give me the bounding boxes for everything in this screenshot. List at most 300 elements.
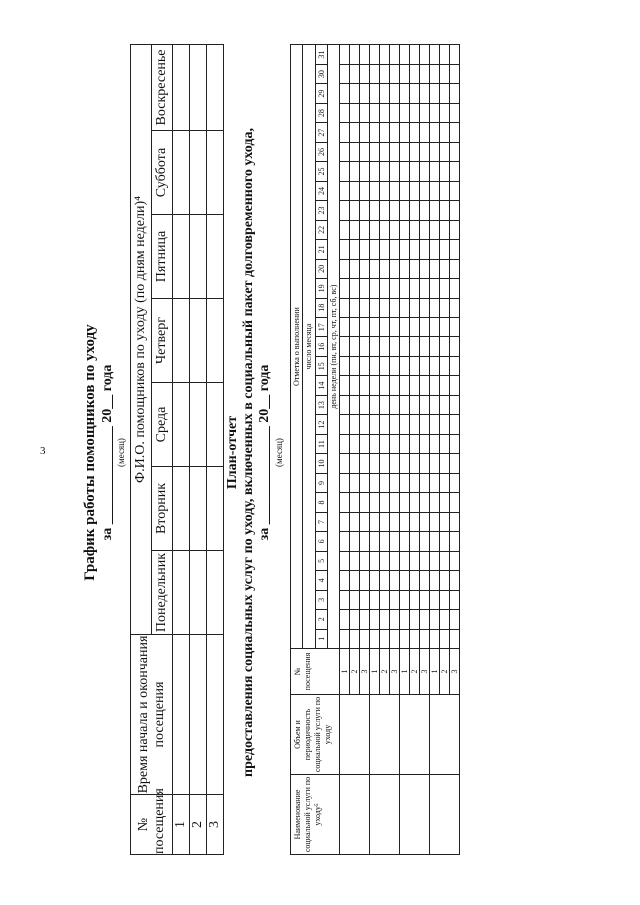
plan-mark-cell[interactable]	[420, 64, 430, 83]
plan-mark-cell[interactable]	[370, 279, 380, 298]
plan-mark-cell[interactable]	[440, 240, 450, 259]
plan-mark-cell[interactable]	[420, 590, 430, 609]
plan-mark-cell[interactable]	[350, 64, 360, 83]
plan-mark-cell[interactable]	[360, 201, 370, 220]
plan-mark-cell[interactable]	[380, 590, 390, 609]
plan-mark-cell[interactable]	[430, 201, 440, 220]
plan-mark-cell[interactable]	[420, 201, 430, 220]
plan-mark-cell[interactable]	[370, 395, 380, 414]
plan-mark-cell[interactable]	[420, 240, 430, 259]
plan-mark-cell[interactable]	[430, 123, 440, 142]
plan-mark-cell[interactable]	[450, 629, 460, 648]
plan-mark-cell[interactable]	[450, 532, 460, 551]
plan-mark-cell[interactable]	[400, 473, 410, 492]
plan-mark-cell[interactable]	[350, 298, 360, 317]
plan-mark-cell[interactable]	[370, 220, 380, 239]
plan-mark-cell[interactable]	[350, 318, 360, 337]
plan-mark-cell[interactable]	[340, 356, 350, 375]
plan-mark-cell[interactable]	[370, 512, 380, 531]
plan-mark-cell[interactable]	[380, 454, 390, 473]
plan-mark-cell[interactable]	[350, 551, 360, 570]
plan-mark-cell[interactable]	[430, 590, 440, 609]
plan-mark-cell[interactable]	[390, 103, 400, 122]
plan-mark-cell[interactable]	[380, 181, 390, 200]
plan-mark-cell[interactable]	[440, 493, 450, 512]
plan-mark-cell[interactable]	[400, 493, 410, 512]
plan-mark-cell[interactable]	[400, 103, 410, 122]
plan-mark-cell[interactable]	[370, 571, 380, 590]
plan-mark-cell[interactable]	[410, 240, 420, 259]
schedule-cell[interactable]	[173, 551, 190, 635]
plan-mark-cell[interactable]	[410, 259, 420, 278]
plan-mark-cell[interactable]	[440, 103, 450, 122]
plan-mark-cell[interactable]	[440, 454, 450, 473]
plan-mark-cell[interactable]	[410, 532, 420, 551]
plan-mark-cell[interactable]	[410, 142, 420, 161]
plan-mark-cell[interactable]	[440, 162, 450, 181]
plan-mark-cell[interactable]	[430, 142, 440, 161]
plan-mark-cell[interactable]	[360, 45, 370, 65]
plan-mark-cell[interactable]	[350, 337, 360, 356]
plan-mark-cell[interactable]	[340, 84, 350, 103]
plan-service-cell[interactable]	[370, 775, 400, 855]
plan-mark-cell[interactable]	[430, 493, 440, 512]
plan-mark-cell[interactable]	[350, 395, 360, 414]
plan-mark-cell[interactable]	[430, 395, 440, 414]
plan-mark-cell[interactable]	[450, 571, 460, 590]
plan-volume-cell[interactable]	[400, 695, 430, 775]
plan-mark-cell[interactable]	[340, 64, 350, 83]
plan-mark-cell[interactable]	[400, 629, 410, 648]
plan-mark-cell[interactable]	[430, 532, 440, 551]
plan-mark-cell[interactable]	[380, 610, 390, 629]
plan-mark-cell[interactable]	[450, 551, 460, 570]
plan-mark-cell[interactable]	[450, 318, 460, 337]
plan-mark-cell[interactable]	[440, 181, 450, 200]
plan-mark-cell[interactable]	[380, 201, 390, 220]
schedule-cell[interactable]	[190, 383, 207, 467]
plan-mark-cell[interactable]	[350, 356, 360, 375]
plan-mark-cell[interactable]	[340, 493, 350, 512]
plan-mark-cell[interactable]	[440, 551, 450, 570]
plan-mark-cell[interactable]	[420, 103, 430, 122]
schedule-cell[interactable]	[190, 44, 207, 130]
plan-mark-cell[interactable]	[390, 473, 400, 492]
plan-mark-cell[interactable]	[340, 103, 350, 122]
plan-mark-cell[interactable]	[350, 84, 360, 103]
plan-mark-cell[interactable]	[420, 298, 430, 317]
plan-mark-cell[interactable]	[350, 162, 360, 181]
plan-mark-cell[interactable]	[380, 512, 390, 531]
plan-mark-cell[interactable]	[360, 181, 370, 200]
plan-mark-cell[interactable]	[410, 318, 420, 337]
plan-mark-cell[interactable]	[430, 259, 440, 278]
schedule-cell[interactable]	[190, 467, 207, 551]
schedule-cell[interactable]	[190, 635, 207, 795]
schedule-cell[interactable]	[190, 551, 207, 635]
plan-mark-cell[interactable]	[440, 356, 450, 375]
plan-mark-cell[interactable]	[370, 240, 380, 259]
plan-mark-cell[interactable]	[430, 279, 440, 298]
plan-mark-cell[interactable]	[370, 434, 380, 453]
plan-mark-cell[interactable]	[400, 571, 410, 590]
plan-mark-cell[interactable]	[360, 356, 370, 375]
plan-mark-cell[interactable]	[370, 473, 380, 492]
plan-mark-cell[interactable]	[350, 512, 360, 531]
plan-mark-cell[interactable]	[430, 318, 440, 337]
schedule-cell[interactable]	[173, 635, 190, 795]
plan-mark-cell[interactable]	[420, 356, 430, 375]
plan-mark-cell[interactable]	[440, 298, 450, 317]
plan-mark-cell[interactable]	[360, 142, 370, 161]
plan-mark-cell[interactable]	[410, 123, 420, 142]
schedule-cell[interactable]	[207, 467, 224, 551]
plan-mark-cell[interactable]	[420, 181, 430, 200]
plan-mark-cell[interactable]	[420, 220, 430, 239]
schedule-cell[interactable]	[207, 131, 224, 215]
plan-mark-cell[interactable]	[340, 532, 350, 551]
plan-mark-cell[interactable]	[380, 629, 390, 648]
plan-mark-cell[interactable]	[370, 64, 380, 83]
plan-mark-cell[interactable]	[350, 590, 360, 609]
plan-mark-cell[interactable]	[440, 434, 450, 453]
plan-mark-cell[interactable]	[380, 279, 390, 298]
plan-mark-cell[interactable]	[400, 142, 410, 161]
plan-mark-cell[interactable]	[400, 551, 410, 570]
schedule-cell[interactable]	[207, 299, 224, 383]
plan-mark-cell[interactable]	[430, 220, 440, 239]
plan-mark-cell[interactable]	[430, 356, 440, 375]
plan-mark-cell[interactable]	[420, 434, 430, 453]
plan-mark-cell[interactable]	[430, 415, 440, 434]
plan-mark-cell[interactable]	[440, 590, 450, 609]
plan-mark-cell[interactable]	[420, 259, 430, 278]
plan-mark-cell[interactable]	[430, 181, 440, 200]
plan-mark-cell[interactable]	[360, 318, 370, 337]
plan-mark-cell[interactable]	[370, 356, 380, 375]
plan-mark-cell[interactable]	[380, 434, 390, 453]
plan-mark-cell[interactable]	[410, 493, 420, 512]
plan-mark-cell[interactable]	[420, 279, 430, 298]
plan-mark-cell[interactable]	[410, 298, 420, 317]
plan-mark-cell[interactable]	[390, 220, 400, 239]
plan-mark-cell[interactable]	[370, 162, 380, 181]
plan-mark-cell[interactable]	[450, 473, 460, 492]
plan-mark-cell[interactable]	[440, 610, 450, 629]
plan-mark-cell[interactable]	[390, 395, 400, 414]
plan-mark-cell[interactable]	[430, 571, 440, 590]
plan-mark-cell[interactable]	[350, 181, 360, 200]
plan-mark-cell[interactable]	[340, 259, 350, 278]
schedule-cell[interactable]	[190, 131, 207, 215]
plan-mark-cell[interactable]	[420, 337, 430, 356]
plan-mark-cell[interactable]	[370, 103, 380, 122]
plan-mark-cell[interactable]	[350, 240, 360, 259]
plan-mark-cell[interactable]	[390, 259, 400, 278]
plan-mark-cell[interactable]	[430, 240, 440, 259]
plan-mark-cell[interactable]	[430, 376, 440, 395]
plan-mark-cell[interactable]	[440, 84, 450, 103]
plan-mark-cell[interactable]	[390, 629, 400, 648]
plan-mark-cell[interactable]	[440, 512, 450, 531]
schedule-cell[interactable]	[190, 215, 207, 299]
plan-mark-cell[interactable]	[340, 551, 350, 570]
plan-mark-cell[interactable]	[420, 84, 430, 103]
plan-mark-cell[interactable]	[450, 45, 460, 65]
plan-mark-cell[interactable]	[410, 162, 420, 181]
plan-mark-cell[interactable]	[410, 415, 420, 434]
plan-mark-cell[interactable]	[380, 240, 390, 259]
plan-mark-cell[interactable]	[440, 201, 450, 220]
plan-mark-cell[interactable]	[350, 434, 360, 453]
plan-mark-cell[interactable]	[370, 532, 380, 551]
plan-volume-cell[interactable]	[340, 695, 370, 775]
plan-mark-cell[interactable]	[380, 220, 390, 239]
plan-mark-cell[interactable]	[450, 415, 460, 434]
plan-mark-cell[interactable]	[360, 259, 370, 278]
plan-mark-cell[interactable]	[340, 590, 350, 609]
plan-mark-cell[interactable]	[350, 454, 360, 473]
plan-mark-cell[interactable]	[410, 45, 420, 65]
plan-mark-cell[interactable]	[380, 142, 390, 161]
plan-mark-cell[interactable]	[380, 571, 390, 590]
plan-mark-cell[interactable]	[420, 473, 430, 492]
plan-mark-cell[interactable]	[350, 103, 360, 122]
plan-service-cell[interactable]	[430, 775, 460, 855]
plan-mark-cell[interactable]	[440, 318, 450, 337]
plan-mark-cell[interactable]	[390, 571, 400, 590]
plan-mark-cell[interactable]	[390, 298, 400, 317]
plan-mark-cell[interactable]	[420, 415, 430, 434]
plan-mark-cell[interactable]	[400, 454, 410, 473]
plan-mark-cell[interactable]	[340, 434, 350, 453]
plan-mark-cell[interactable]	[400, 532, 410, 551]
plan-mark-cell[interactable]	[430, 610, 440, 629]
plan-mark-cell[interactable]	[400, 376, 410, 395]
plan-mark-cell[interactable]	[390, 240, 400, 259]
plan-mark-cell[interactable]	[370, 45, 380, 65]
plan-mark-cell[interactable]	[360, 376, 370, 395]
plan-mark-cell[interactable]	[430, 551, 440, 570]
plan-mark-cell[interactable]	[340, 298, 350, 317]
plan-mark-cell[interactable]	[370, 493, 380, 512]
plan-mark-cell[interactable]	[400, 259, 410, 278]
plan-mark-cell[interactable]	[380, 337, 390, 356]
plan-mark-cell[interactable]	[360, 64, 370, 83]
plan-mark-cell[interactable]	[420, 629, 430, 648]
plan-mark-cell[interactable]	[400, 590, 410, 609]
plan-mark-cell[interactable]	[450, 84, 460, 103]
plan-mark-cell[interactable]	[450, 376, 460, 395]
plan-mark-cell[interactable]	[360, 298, 370, 317]
plan-mark-cell[interactable]	[360, 220, 370, 239]
plan-mark-cell[interactable]	[420, 532, 430, 551]
plan-mark-cell[interactable]	[450, 240, 460, 259]
plan-mark-cell[interactable]	[360, 415, 370, 434]
plan-mark-cell[interactable]	[440, 571, 450, 590]
plan-mark-cell[interactable]	[350, 415, 360, 434]
plan-mark-cell[interactable]	[340, 162, 350, 181]
schedule-cell[interactable]	[207, 44, 224, 130]
schedule-cell[interactable]	[207, 551, 224, 635]
plan-mark-cell[interactable]	[360, 279, 370, 298]
plan-mark-cell[interactable]	[390, 356, 400, 375]
plan-mark-cell[interactable]	[340, 142, 350, 161]
plan-mark-cell[interactable]	[390, 181, 400, 200]
plan-mark-cell[interactable]	[340, 45, 350, 65]
plan-mark-cell[interactable]	[360, 103, 370, 122]
plan-mark-cell[interactable]	[410, 551, 420, 570]
plan-service-cell[interactable]	[340, 775, 370, 855]
plan-mark-cell[interactable]	[350, 45, 360, 65]
plan-mark-cell[interactable]	[450, 590, 460, 609]
plan-mark-cell[interactable]	[370, 201, 380, 220]
plan-mark-cell[interactable]	[350, 629, 360, 648]
plan-mark-cell[interactable]	[400, 434, 410, 453]
plan-mark-cell[interactable]	[420, 395, 430, 414]
plan-mark-cell[interactable]	[390, 123, 400, 142]
plan-mark-cell[interactable]	[410, 201, 420, 220]
plan-mark-cell[interactable]	[400, 610, 410, 629]
plan-mark-cell[interactable]	[450, 181, 460, 200]
plan-mark-cell[interactable]	[350, 473, 360, 492]
plan-mark-cell[interactable]	[410, 356, 420, 375]
plan-mark-cell[interactable]	[410, 629, 420, 648]
plan-mark-cell[interactable]	[400, 220, 410, 239]
plan-mark-cell[interactable]	[420, 376, 430, 395]
plan-mark-cell[interactable]	[450, 454, 460, 473]
plan-mark-cell[interactable]	[340, 571, 350, 590]
plan-mark-cell[interactable]	[350, 220, 360, 239]
plan-mark-cell[interactable]	[430, 298, 440, 317]
plan-mark-cell[interactable]	[390, 415, 400, 434]
plan-mark-cell[interactable]	[380, 259, 390, 278]
plan-mark-cell[interactable]	[420, 318, 430, 337]
plan-mark-cell[interactable]	[350, 142, 360, 161]
plan-mark-cell[interactable]	[350, 571, 360, 590]
plan-mark-cell[interactable]	[390, 84, 400, 103]
plan-mark-cell[interactable]	[440, 376, 450, 395]
plan-mark-cell[interactable]	[400, 415, 410, 434]
plan-mark-cell[interactable]	[440, 415, 450, 434]
plan-mark-cell[interactable]	[450, 512, 460, 531]
plan-mark-cell[interactable]	[420, 454, 430, 473]
plan-mark-cell[interactable]	[340, 240, 350, 259]
plan-mark-cell[interactable]	[410, 103, 420, 122]
plan-mark-cell[interactable]	[360, 590, 370, 609]
plan-mark-cell[interactable]	[370, 298, 380, 317]
plan-mark-cell[interactable]	[390, 376, 400, 395]
plan-mark-cell[interactable]	[360, 240, 370, 259]
plan-mark-cell[interactable]	[390, 45, 400, 65]
plan-mark-cell[interactable]	[410, 395, 420, 414]
plan-mark-cell[interactable]	[360, 551, 370, 570]
schedule-cell[interactable]	[207, 215, 224, 299]
plan-mark-cell[interactable]	[450, 493, 460, 512]
plan-mark-cell[interactable]	[390, 434, 400, 453]
plan-mark-cell[interactable]	[420, 142, 430, 161]
plan-mark-cell[interactable]	[430, 454, 440, 473]
plan-mark-cell[interactable]	[370, 454, 380, 473]
plan-mark-cell[interactable]	[350, 610, 360, 629]
schedule-cell[interactable]	[173, 383, 190, 467]
plan-mark-cell[interactable]	[340, 629, 350, 648]
plan-mark-cell[interactable]	[360, 493, 370, 512]
plan-mark-cell[interactable]	[410, 64, 420, 83]
plan-mark-cell[interactable]	[350, 259, 360, 278]
plan-mark-cell[interactable]	[380, 532, 390, 551]
plan-mark-cell[interactable]	[420, 571, 430, 590]
plan-mark-cell[interactable]	[360, 395, 370, 414]
plan-mark-cell[interactable]	[380, 103, 390, 122]
plan-mark-cell[interactable]	[410, 220, 420, 239]
plan-mark-cell[interactable]	[340, 473, 350, 492]
plan-mark-cell[interactable]	[340, 123, 350, 142]
plan-mark-cell[interactable]	[370, 629, 380, 648]
plan-mark-cell[interactable]	[340, 337, 350, 356]
plan-mark-cell[interactable]	[390, 279, 400, 298]
plan-mark-cell[interactable]	[450, 356, 460, 375]
plan-mark-cell[interactable]	[380, 318, 390, 337]
plan-mark-cell[interactable]	[340, 201, 350, 220]
plan-mark-cell[interactable]	[450, 142, 460, 161]
plan-mark-cell[interactable]	[440, 473, 450, 492]
schedule-cell[interactable]	[207, 635, 224, 795]
plan-mark-cell[interactable]	[440, 279, 450, 298]
plan-mark-cell[interactable]	[410, 512, 420, 531]
plan-mark-cell[interactable]	[450, 610, 460, 629]
plan-mark-cell[interactable]	[400, 181, 410, 200]
plan-mark-cell[interactable]	[380, 162, 390, 181]
plan-mark-cell[interactable]	[360, 434, 370, 453]
plan-mark-cell[interactable]	[380, 45, 390, 65]
plan-mark-cell[interactable]	[370, 337, 380, 356]
plan-mark-cell[interactable]	[340, 181, 350, 200]
plan-mark-cell[interactable]	[420, 162, 430, 181]
schedule-cell[interactable]	[173, 467, 190, 551]
plan-mark-cell[interactable]	[370, 590, 380, 609]
schedule-cell[interactable]	[173, 215, 190, 299]
plan-mark-cell[interactable]	[360, 629, 370, 648]
plan-mark-cell[interactable]	[400, 279, 410, 298]
plan-mark-cell[interactable]	[390, 64, 400, 83]
plan-mark-cell[interactable]	[340, 395, 350, 414]
plan-mark-cell[interactable]	[420, 493, 430, 512]
plan-mark-cell[interactable]	[440, 142, 450, 161]
plan-volume-cell[interactable]	[430, 695, 460, 775]
plan-mark-cell[interactable]	[390, 162, 400, 181]
plan-mark-cell[interactable]	[370, 181, 380, 200]
plan-mark-cell[interactable]	[370, 610, 380, 629]
plan-mark-cell[interactable]	[410, 84, 420, 103]
plan-mark-cell[interactable]	[390, 142, 400, 161]
plan-mark-cell[interactable]	[410, 610, 420, 629]
plan-mark-cell[interactable]	[340, 220, 350, 239]
plan-mark-cell[interactable]	[370, 259, 380, 278]
plan-mark-cell[interactable]	[450, 434, 460, 453]
plan-mark-cell[interactable]	[360, 123, 370, 142]
plan-mark-cell[interactable]	[400, 356, 410, 375]
plan-mark-cell[interactable]	[400, 162, 410, 181]
plan-mark-cell[interactable]	[390, 493, 400, 512]
plan-mark-cell[interactable]	[390, 610, 400, 629]
plan-mark-cell[interactable]	[380, 395, 390, 414]
plan-mark-cell[interactable]	[440, 64, 450, 83]
plan-mark-cell[interactable]	[430, 45, 440, 65]
plan-mark-cell[interactable]	[430, 434, 440, 453]
plan-mark-cell[interactable]	[360, 512, 370, 531]
plan-mark-cell[interactable]	[350, 279, 360, 298]
